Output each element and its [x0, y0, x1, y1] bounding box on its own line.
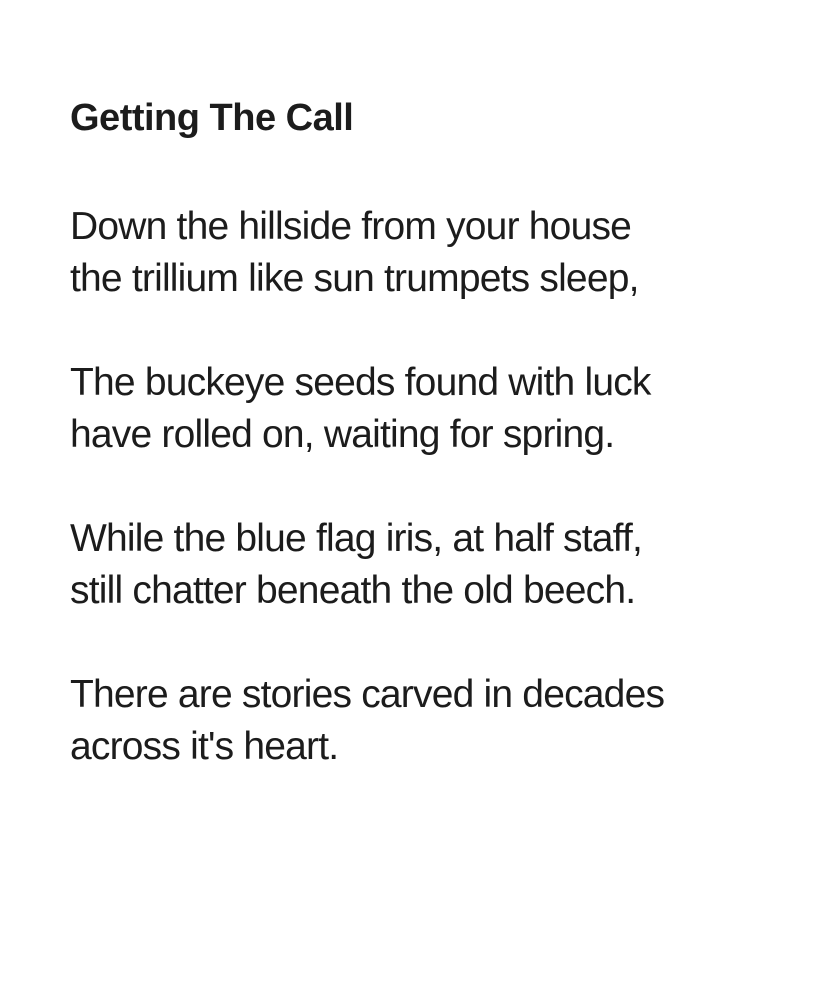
poem-line: across it's heart.	[70, 725, 339, 768]
stanza-1	[70, 201, 776, 305]
poem-line: There are stories carved in decades	[70, 673, 665, 716]
stanza-3	[70, 513, 776, 617]
poem-line: While the blue flag iris, at half staff,	[70, 517, 643, 560]
poem-line: have rolled on, waiting for spring.	[70, 413, 615, 456]
poem-line: Down the hillside from your house	[70, 205, 632, 248]
poem-line: still chatter beneath the old beech.	[70, 569, 636, 612]
stanza-4	[70, 669, 776, 773]
stanza-2	[70, 357, 776, 461]
poem-line: the trillium like sun trumpets sleep,	[70, 257, 639, 300]
poem-line: The buckeye seeds found with luck	[70, 361, 651, 404]
poem-title: Getting The Call	[70, 97, 354, 139]
